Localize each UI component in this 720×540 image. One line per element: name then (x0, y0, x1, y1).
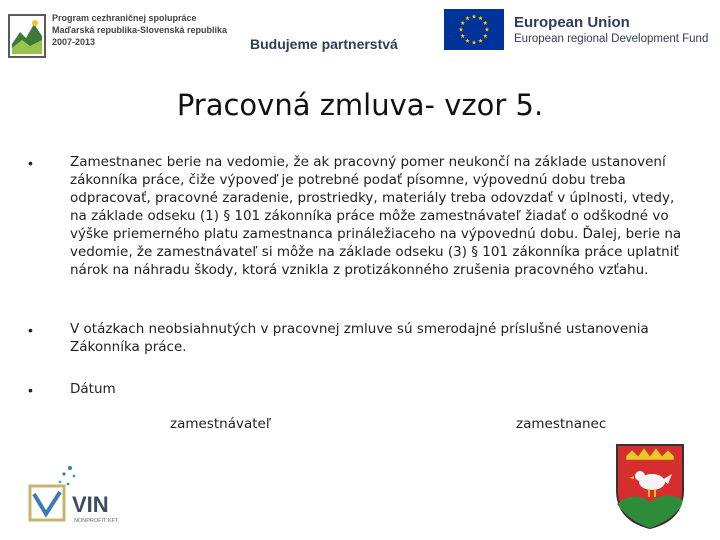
bullet-text-3: Dátum (70, 381, 116, 397)
bullet-text-2: V otázkach neobsiahnutých v pracovnej zmluve sú smerodajné príslušné ustanovenia Zákonníka práce. (70, 321, 649, 355)
vin-logo-subtext: NONPROFIT KFT. (74, 518, 120, 524)
bullet-text-1: Zamestnanec berie na vedomie, že ak pracovný pomer neukončí na základe ustanovení zákonníka práce, čiže výpoveď je potrebné podať písomne, výpovednú dobu treba odpracovať, pracovné zaradenie, prostriedky, materiály treba odovzdať v úplnosti, vtedy, na základe odseku (1) § 101 zákonníka práce môže zamestnávateľ žiadať o odškodné vo výške priemerného platu zamestnanca prináležiaceho na výpovednú dobu. Ďalej, berie na vedomie, že zamestnávateľ si môže na základe odseku (3) § 101 zákonníka práce uplatniť nárok na náhradu škody, ktorá vznikla z protizákonného zrušenia pracovného vzťahu. (70, 154, 682, 278)
eu-subtitle: European regional Development Fund (514, 33, 709, 45)
bullet-marker: • (28, 155, 33, 171)
program-text (52, 12, 227, 48)
eu-title: European Union (514, 14, 630, 31)
partnership-slogan: Budujeme partnerstvá (250, 36, 398, 52)
program-line-1: Program cezhraničnej spolupráce (52, 13, 197, 23)
program-emblem-icon (8, 14, 46, 58)
bullet-marker: • (28, 322, 33, 338)
program-line-2: Maďarská republika-Slovenská republika (52, 25, 228, 35)
slide-title: Pracovná zmluva- vzor 5. (176, 88, 544, 122)
signature-employee: zamestnanec (516, 416, 607, 432)
signature-employer: zamestnávateľ (170, 416, 271, 432)
vin-logo-text: VIN (72, 492, 109, 517)
eu-flag-icon (444, 9, 504, 50)
bullet-marker: • (28, 382, 33, 398)
vin-sparkle-icon (53, 466, 76, 487)
vin-logo (24, 464, 146, 530)
program-logo-block (8, 12, 243, 64)
program-line-3: 2007-2013 (52, 37, 96, 47)
coat-of-arms-icon (614, 442, 686, 530)
